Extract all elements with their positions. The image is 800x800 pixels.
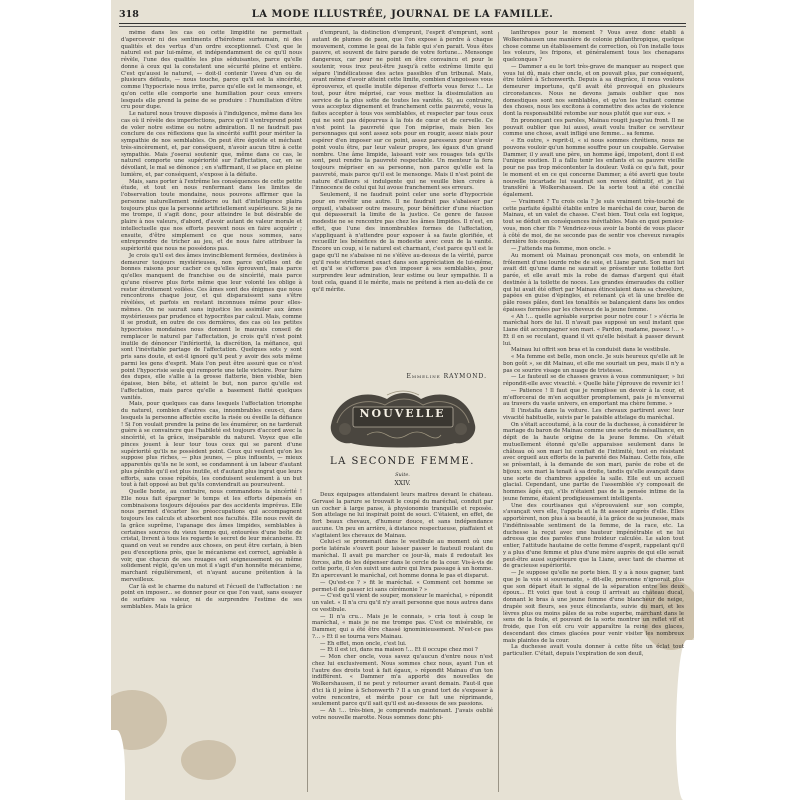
story-paragraph: — J'attends ma femme, mon oncle. » <box>511 246 611 252</box>
chapter-number: XXIV. <box>394 480 411 488</box>
page-header <box>119 6 686 22</box>
story-text <box>312 492 493 782</box>
essay-paragraph: Mais, pour quelques cas dans lesquels l'affectation triomphe du naturel, combien d'autres cas, innombrables ceux-ci, dans lesquels la personne affectée excite la risée ou éveille la défiance ! Si l'on voulait prendre la peine de les énumérer, on ne tarderait guère à se convaincre que l'habileté est toujours d'accord avec la sincérité, et la grâce, inséparable du naturel. Voyez que elle pinces jouent à leur tour tous ceux qui se parent d'une supériorité qu'ils ne possèdent point. Ceux qui veulent qu'on les suppose plus riches, — plus jeunes, — plus influents, — mieux apparentés qu'ils ne le sont, se condamnent à un labeur d'autant plus pénible qu'il est plus inutile, et d'autant plus ingrat que leurs efforts, sans cesse répétés, les conduisent seulement à un but tout à fait opposé au but qu'ils conviendrait au poursuivent. <box>121 401 302 489</box>
story-paragraph: — Eh effet, mon oncle, c'est lui. <box>320 640 407 647</box>
story-paragraph: Au moment où Mainau prononçait ces mots, on entendit le frôlement d'une lourde robe de soie, et Liane parut. Son mari lui avait dit qu'une dame ne saurait se présenter une toilette fort parée, et elle avait mis la robe de damas d'argent qui était destinée à la toilette de noces. Les grandes émeraudes du collier qui lui avait été offert par Mainau étincelaient dans sa chevelure, papées en guise d'épingles, et retenant çà et là une brefée de pâle roses pâles, dont les tonalités se balançaient dans les ondes épaisses formées par les cheveux de la jeune femme. <box>503 252 684 313</box>
banner-title: NOUVELLE <box>359 406 446 420</box>
page-number: 318 <box>119 8 139 20</box>
essay-paragraph: Quelle honte, au contraire, nous commandons la sincérité ! Elle nous fait épargner le temps et les efforts dépensés en combinaisons toujours déjouées par des accidents imprévus. Elle nous permet d'écarter les préoccupations qui accompagnent toujours les calculs et absorbent nos facultés. Elle nous revêt de la grâce suprême, l'apanage des âmes limpides, semblables à certaines sources du vieux temps qui, entourées d'une boîte de cristal, livrent à tous les regards le secret de leur mécanisme. Et quand on veut se rendre aux choses, on peut être certain, à bien peu d'exceptions près, que le mécanisme est correct, agréable à voir, que chacun de ses rouages est soigneusement ou même solidement réglé, qu'en un mot il s'agit d'un honnête mécanisme, marchant régulièrement, et n'ayant aucune prétention à la merveilleux. <box>121 489 302 583</box>
story-paragraph: — Le fauteuil se de chasses graves à vous communiquer, » lui répondit-elle avec vivacité. « Quelle hâte j'éprouve de revenir ici ! <box>503 374 684 387</box>
essay-paragraph: Mais, sans porter à l'extrême les conséquences de cette petite étude, et tout en nous renfermant dans les limites de l'observation toute mondaine, nous pouvons affirmer que la personne naturellement médiocre ou fait d'intelligence plaira toujours plus que la personne artificiellement supérieure. Si je ne me trompe, il s'agit donc, pour atteindre le but désirable de plaire à nos valeurs, d'abord, d'avoir autant de valeur morale et intellectuelle que nos efforts peuvent nous en faire acquérir ; ensuite, d'être simplement ce que nous sommes, sans entreprendre de tricher au jeu, et de nous faire attribuer la supériorité que nous ne possédons pas. <box>121 178 302 252</box>
header-rule-thin <box>119 26 686 27</box>
essay-paragraph: d'emprunt, la distinction d'emprunt, l'esprit d'emprunt, sont autant de plumes de paon, que l'on expose à perdre à chaque mouvement, comme le geai de la fable qui s'en parait. Vous êtes pauvre, et souvent de faire parade de votre fortune... Mensonge dangereux, car pour ne point en être convaincu et pour le soutenir, vous irez peut-être jusqu'à cette extrême limite qui sépare l'indélicatesse des actes passibles d'un tribunal. Mais, avant même d'avoir atteint cette limite, combien d'angoisses vous éprouverez, et quelle inutile dépense d'efforts vous ferez !... Le tout, pour être méprisé, car vous mettez la dissimulation au service de la plus sotte de toutes les vanités. Si, au contraire, vous acceptez dignement et franchement cette pauvreté, vous la faites accepter à tous vos semblables, et respecter par tous ceux qui ne sont pas dépourvus à la fois de cœur et de cervelle. Ce n'est point la pauvreté que l'on méprise, mais bien les personnages qui sont assez sots pour en rougir, assez niais pour espérer d'en imposer sur ce point, assez paresseux pour n'avoir point voulu être, par leur valeur propre, les égaux d'un grand nombre. Une âme limpide, laissant voir ses rouages tels qu'ils sont, peut rendre la pauvreté respectable. Un menteur la fera toujours mépriser en sa personne, non parce qu'elle est la pauvreté, mais parce qu'il est le mensonge. Mais il n'est point de nature d'ailleurs si indulgente qui ne veuille bien croire à l'innocence de celui qui lui avoue franchement ses erreurs. <box>312 30 493 192</box>
nouvelle-banner <box>327 385 479 451</box>
column-3 <box>503 30 684 794</box>
story-paragraph: — Je suppose qu'elle ne porte bien. Il y a à nous gagner, tant que je la vois si souvenante, » dit-elle, personne n'ignorait plus que son départ était le signal de la séparation entre les deux époux... Et voici que tout à coup il arrivait au château ducal, donnant le bras à une jeune femme d'une blancheur de neige, drapée soit fleurs, ses yeux étincelants, suivie du mari, et les lèvres plus ou moins pâles de sa robe superbe, marchant dans le sens de la foule, et pouvant de la sorte montrer un reflet vif et froide, que l'on eût cru voir apparaître la reine des glaces, descendant des cimes glacées pour venir visiter les nombreux mais plaintes de la cour. <box>503 570 684 644</box>
story-paragraph: — Patience ! Il faut que je remplisse un devoir à la cour, et m'efforcerai de m'en acquitter promptement, pais je m'enverrai au travers du vaste univers, en emportant ma chère femme. » <box>503 387 684 408</box>
column-1 <box>121 30 302 794</box>
story-paragraph: La duchesse avait voulu donner à cette fête un éclat tout particulier. C'était, depuis l'expiration de son deuil, <box>503 644 684 657</box>
story-paragraph: Une des courtisanes qui s'éprouvaient sur son compte, s'avançait vers elle, l'appela et la fit asseoir auprès d'elle. Elles apportèrent, non plus à sa beauté, à la grâce de sa jeunesse, mais l'indéfinissable sentiment de la femme, de la race, etc. La duchesse la reçut avec une hauteur impénétrable et ne lui adressa que des paroles d'une froideur calculée. Le salon tout entier, l'attitude hautaine de cette femme d'esprit, rappelant qu'il y a plus d'une femme et plus d'une mère auprès de qui elle serait peut-être aussi supérieure que la Liane, avec tant de charme et de gracieuse supériorité. <box>503 502 684 570</box>
author-signature: Emmeline RAYMOND. <box>406 373 487 380</box>
essay-continuation <box>312 30 493 372</box>
story-paragraph: On s'était accoutumé, à la cour de la duchesse, à considérer le mariage du baron de Mainau comme une sorte de mésalliance, en dépit de la haute origine de la jeune femme. On s'était mutuellement étonné qu'elle apparaisse seulement dans le château où son mari lui confiait de l'intimité, tout en résistant avec orgueil aux efforts de la parenté des Mainau. Cette fois, elle se présentait, à la demande de son mari, parée de robe et de bijoux; son mari la tenait à sa droite, tandis qu'elle avançait dans une sorte de chambres appelée la salle. Elle eut un accueil glacial. Cependant, une partie de l'assemblée s'y composait de hommes âgés qui, s'ils n'étaient pas de la pensée intime de la jeune femme, étaient prodigieusement intelligents. <box>503 421 684 502</box>
header-rule <box>119 23 686 24</box>
essay-paragraph: Car là est le charme du naturel et l'écueil de l'affectation : ne point en imposer... se donner pour ce que l'on vaut, sans essayer de surfaire sa valeur, ni de surprendre l'estime de ses semblables. Mais la grâce <box>121 583 302 610</box>
essay-paragraph: Je crois qu'il est des âmes invinciblement fermées, destinées à demeurer toujours mystérieuses, non parce qu'elles ont de bonnes raisons pour cacher ce qu'elles éprouvent, mais parce qu'elles manquent de franchise ou de sincérité, mais parce qu'une réserve plus forte même que leur volonté les oblige à rester étroitement voilées. Ces âmes sont des énigmes que nous rencontrons chaque jour, et qui disparaissent sans s'être révélées, et parfois en restant inconnues même pour elles-mêmes. On ne saurait sans injustice les assimiler aux âmes mystérieuses par prudence et hypocrites par calcul. Mais, comme il se produit, en outre de ces dernières, des cas où les petites hypocrisies mondaines nous donnent le mauvais conseil de remplacer le naturel par l'affectation, je crois qu'il n'est point inutile de dénoncer l'infériorité, la discrétion, la méfiance, qui sont l'inévitable partage de l'affectation. Quelques sots y sont pris sans doute, et est-il ignoré qu'il peut y avoir des sots même parmi les gens d'esprit. Mais l'on peut être assuré que ce n'est point l'hypocrisie seule qui remporte une telle victoire. Pour faire des dupes, elle s'allie à la grosse flatterie, bien visible, bien épaisse, bien bête, et atteint le but, non parce qu'elle est l'affectation, mais parce qu'elle a basement flatté quelques vanités. <box>121 252 302 401</box>
story-paragraph: — Vraiment ? Tu crois cela ? Je suis vraiment très-touché de cette parfaite égalité établie entre le maréchal de cour, baron de Mainau, et un valet de chasse. C'est bien. Tout cela est logique, tout se déduit en conséquences inévitables. Mais en quoi pensiez-vous, mon cher fils ? Vendriez-vous avoir la bonté de vous placer à côté de moi, de ne seconde pas de sentir vos cheveux ravagés dernière fois coupés. <box>503 198 684 246</box>
story-paragraph: Mainau lui offrit son bras et la conduisit dans le vestibule. <box>511 347 671 354</box>
column-divider <box>307 32 308 792</box>
story-paragraph: — Et il est ici, dans ma maison !... Et il occupe chez moi ? <box>320 647 478 654</box>
story-paragraph: — C'est qu'il vient de souper, monsieur le maréchal, » répondit un valet. « Il n'a cru qu'il n'y avait personne que nous autres dans ce vestibule. <box>312 593 493 613</box>
essay-paragraph: Le naturel nous trouve disposés à l'indulgence, même dans les cas où il révèle des imperfections, parce qu'il n'entreprend point de voler notre estime ou notre admiration. Il ne faudrait pas conclure de ces réflexions que la sincérité suffit pour mériter la sympathie de nos semblables. On peut être égoïste et méchant très-sincèrement, et, par conséquent, n'avoir aucun titre à cette sympathie. Mais j'oserai soutenir que, même dans ce cas, le naturel comporte une supériorité sur l'affectation, car, en se dévoilant, le mal se dénonce ; en s'affirmant, il se place en pleine lumière, et, par conséquent, s'expose à la défaite. <box>121 111 302 178</box>
newspaper-page <box>111 0 694 800</box>
story-paragraph: Il l'installa dans la voiture. Les chevaux partirent avec leur vivacité habituelle, suivis par le paisible attelage du maréchal. <box>503 408 684 421</box>
column-divider <box>498 32 499 792</box>
journal-title: LA MODE ILLUSTRÉE, JOURNAL DE LA FAMILLE. <box>251 8 554 20</box>
story-paragraph: lanthropes pour le moment ? Vous avez donc établi à Wolkershausen une manière de colonie philanthropique, quelque chose comme un établissement de correction, où l'on installe tous les voleurs, les fripons, et généralement tous les chenapans quelconques ? <box>503 30 684 63</box>
story-paragraph: « Ah !... quelle agréable surprise pour notre cour ! » s'écria le maréchal hors de lui. Il n'avait pas supposé un seul instant que Liane dût accompagner son mari. « Pardon, madame, passez !... » Et il en se reculant, quand il vit qu'elle hésitait à passer devant lui. <box>503 313 684 347</box>
essay-paragraph: même dans les cas où cette limpidité ne permettait d'apercevoir ni des sentiments d'héroïsme surhumain, ni des qualités et des vertus d'un ordre exceptionnel. C'est que le naturel est par lui-même, et indépendamment de ce qu'il nous révèle, l'une des qualités les plus séduisantes, parce qu'elle donne à ceux qui la constatent une sécurité pleine et entière. C'est qu'aussi le naturel, — doit-il contenir l'aveu d'un ou de plusieurs défauts, — nous touche, parce qu'il est la sincérité, comme l'hypocrisie nous irrite, parce qu'elle est le mensonge, et qu'on cette elle comporte une humiliation pour ceux envers lesquels elle prend la peine de se produire : l'humiliation d'être cru pour dupe. <box>121 30 302 111</box>
story-paragraph: « En outre, » reprit-il, « si nous sommes chrétiens, nous ne pouvons vouloir qu'un homme souffre pour un coupable. Gervaise Dammer, il y avait une père, un homme âgé, impotent, dont il est l'unique soutien. Il a fallu tenir les enfants et sa pauvre vieille pour ne pas trop mécontenter la douleur. Voilà ce qu'a fait, pour le moment et en ce qui concerne Dammer, a été averti que toute nouvelle incartade lui vaudrait son renvoi définitif, et je l'ai transféré à Wolkershausen. De la sorte tout a été concilié également. <box>503 138 684 198</box>
story-paragraph: — Qu'est-ce ? » fit le maréchal. « Comment cet homme se permet-il de passer ici sans cérémonie ? » <box>312 579 493 593</box>
story-title: LA SECONDE FEMME. <box>330 455 475 467</box>
story-paragraph: — Dammer a eu le tort très-grave de manquer au respect que vous lui dû, mais cher oncle, et on pouvait plus, par conséquent, être toléré à Schonwerth. Depuis à sa disgrâce, il nous voulons demeurer importuns, qu'il avait été provoqué en plusieurs circonstances. Nous ne devons jamais oublier que nos domestiques sont nos semblables, et qu'on les traitant comme des choses, nous les excitons à commettre des actes de violence dont la responsabilité retombe sur nous plutôt que sur eux. » <box>503 63 684 117</box>
story-subtitle: Suite. <box>395 471 410 478</box>
story-paragraph: « Ma femme est belle, mon oncle. Je suis heureux qu'elle ait le bon goût », se dit Mainau, et elle me souriait un peu, mais il n'y a pas ce sourire visage un nuage de tristesse. <box>503 354 684 374</box>
story-paragraph: — Il n'a cru... Mais je le connais, » cria tout à coup le maréchal, « mais je ne me trompe pas. C'est ce misérable, ce Dammer, qui a été être chassé ignominieusement. N'est-ce pas ?... » Et il se tourna vers Mainau. <box>312 613 493 640</box>
story-paragraph: — Mon cher oncle, vous savez qu'aucun d'entre nous n'est chez lui exclusivement. Nous sommes chez nous, ayant l'un et l'autre des droits tout à fait égaux, » répondit Mainau d'un ton indifférent. « Dammer m'a apporté des nouvelles de Wolkershausen, il ne peut y retourner avant demain. Faut-il que d'ici là il jeûne à Schonwerth ? Il a un grand tort de s'exposer à votre rencontre, et mérite pour ce fait une réprimande, seulement parce qu'il sait qu'il est au-dessous de ses passions. <box>312 654 493 708</box>
essay-paragraph: Seulement, il ne faudrait point celer une sorte d'hypocrisie pour en revêtir une autre. Il ne faudrait pas s'abaisser par orgueil, s'abaisser outre mesure, pour bénéficier d'une réaction qui dépasserait la limite de la justice. Ce genre de fausse modestie ne se rencontre pas chez les âmes limpides. Il n'est, en effet, que l'une des innombrables formes de l'affectation, s'appliquant à n'attendre pour exposer à sa faute glorifiée, et recueillir les bénéfices de la modestie avec ceux de la vanité. Encore un coup, si le naturel est charmant, c'est parce qu'il est le gage qu'il ne s'abaisse ni ne s'élève au-dessus de la vérité, parce qu'il reste strictement exact dans son appréciation de lui-même, et qu'il se s'efforce pas d'en imposer à ses semblables, pour surprendre leur admiration, leur estime ou leur sympathie. Il a tout cela, quand il le mérite, mais ne prétend à rien au-delà de ce qu'il mérite. <box>312 192 493 293</box>
column-2 <box>312 30 493 794</box>
story-paragraph: Deux équipages attendaient leurs maîtres devant le château. Gervasé la parure se trouvait le coupé du maréchal, conduit par un cocher à large panse, à physionomie tranquille et reposée. Son attelage ne lui inspirait point de souci. C'étaient, en effet, de fort beaux chevaux, d'humeur douce, et sans indépendance aucune. Un peu en arrière, à distance respectueuse, piaffaient et s'agitaient les chevaux de Mainau. <box>312 492 493 539</box>
story-paragraph: Celui-ci se promenait dans le vestibule au moment où une porte latérale s'ouvrit pour laisser passer le fauteuil roulant du maréchal. Il avait pu marcher ce jour-là, mais il redoutait les forces, afin de les dépenser dans le cercle de la cour. Vis-à-vis de cette porte, il s'en suivit une autre qui livra passage à un homme. En apercevant le maréchal, cet homme donna le pas et disparut. <box>312 539 493 579</box>
story-paragraph: En prononçant ces paroles, Mainau rougit jusqu'au front. Il ne pouvait oublier que lui aussi, avait voulu traiter ce serviteur comme une chose, avait infligé une femme... sa femme. <box>503 117 684 138</box>
story-paragraph: — Ah !... très-bien, je comprends maintenant. J'avais oublié votre nouvelle marotte. Nous sommes donc phi- <box>312 708 493 721</box>
